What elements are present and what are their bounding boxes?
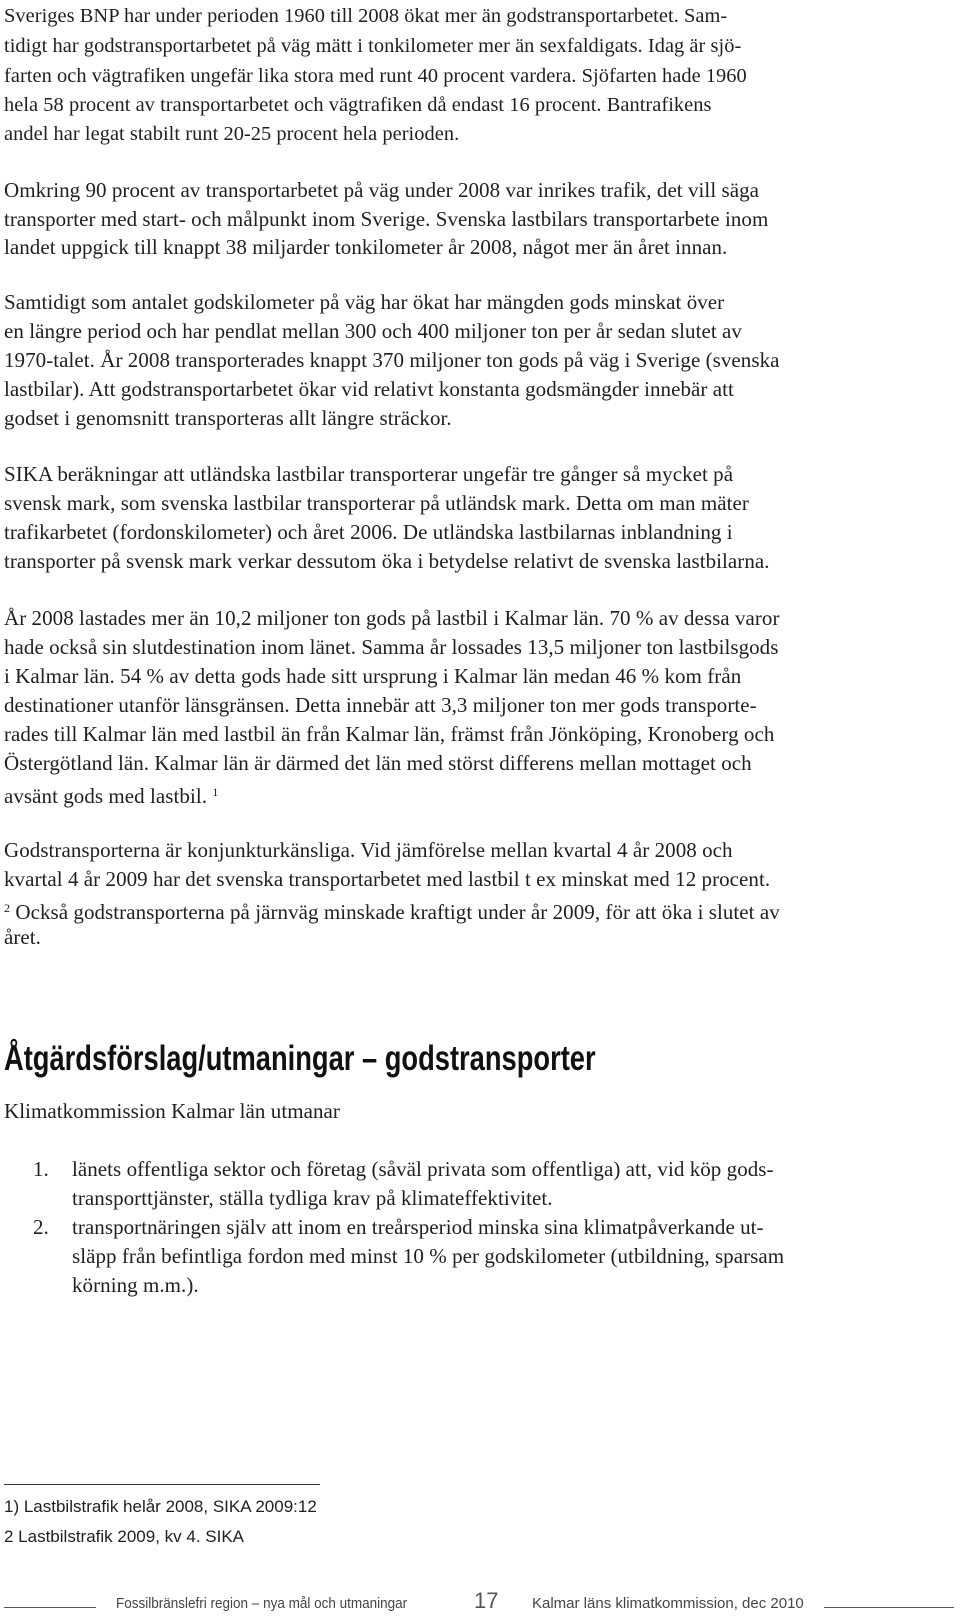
page-number: 17 <box>474 1588 499 1613</box>
paragraph-line: hela 58 procent av transportarbetet och vägtrafiken då endast 16 procent. Bantrafikens <box>4 94 712 116</box>
footnote-2: 2 Lastbilstrafik 2009, kv 4. SIKA <box>4 1527 245 1546</box>
paragraph-line: rades till Kalmar län med lastbil än från Kalmar län, främst från Jönköping, Kronoberg och <box>4 722 775 746</box>
list-item-line: släpp från befintliga fordon med minst 10 % per godskilometer (utbildning, sparsam <box>72 1244 785 1268</box>
paragraph-line: tidigt har godstransportarbetet på väg mätt i tonkilometer mer än sexfaldigats. Idag är sjö- <box>4 35 742 57</box>
paragraph-line: Omkring 90 procent av transportarbetet på väg under 2008 var inrikes trafik, det vill säga <box>4 178 760 202</box>
paragraph-line: 1970-talet. År 2008 transporterades knappt 370 miljoner ton gods på väg i Sverige (svenska <box>4 348 780 372</box>
list-item-number: 2. <box>33 1215 49 1239</box>
paragraph-line: andel har legat stabilt runt 20-25 procent hela perioden. <box>4 123 460 145</box>
paragraph-line-with-footnote <box>4 894 780 927</box>
paragraph-line: året. <box>4 925 41 949</box>
paragraph-line: Godstransporterna är konjunkturkänsliga. Vid jämförelse mellan kvartal 4 år 2008 och <box>4 838 733 862</box>
paragraph-line: landet uppgick till knappt 38 miljarder tonkilometer år 2008, något mer än året innan. <box>4 235 728 259</box>
paragraph-line: lastbilar). Att godstransportarbetet ökar vid relativt konstanta godsmängder innebär att <box>4 377 734 401</box>
section-heading: Åtgärdsförslag/utmaningar – godstransporter <box>4 1039 596 1078</box>
list-item-line: körning m.m.). <box>72 1273 199 1297</box>
paragraph-line-with-footnote <box>4 778 218 811</box>
paragraph-line: destinationer utanför länsgränsen. Detta innebär att 3,3 miljoner ton mer gods transporte- <box>4 693 757 717</box>
paragraph-line: en längre period och har pendlat mellan 300 och 400 miljoner ton per år sedan slutet av <box>4 319 742 343</box>
list-item-line: transportnäringen själv att inom en treårsperiod minska sina klimatpåverkande ut- <box>72 1215 764 1239</box>
footnote-divider <box>4 1484 320 1485</box>
footer-publisher: Kalmar läns klimatkommission, dec 2010 <box>532 1595 804 1612</box>
paragraph-text: Också godstransporterna på järnväg minskade kraftigt under år 2009, för att öka i slutet av <box>15 900 780 924</box>
list-item-line: länets offentliga sektor och företag (såväl privata som offentliga) att, vid köp gods- <box>72 1157 774 1181</box>
footer-rule-right <box>824 1607 954 1608</box>
footer-publication-title: Fossilbränslefri region – nya mål och utmaningar <box>116 1595 408 1612</box>
paragraph-line: SIKA beräkningar att utländska lastbilar transporterar ungefär tre gånger så mycket på <box>4 462 734 486</box>
footnote-1: 1) Lastbilstrafik helår 2008, SIKA 2009:12 <box>4 1497 317 1516</box>
paragraph-line: År 2008 lastades mer än 10,2 miljoner ton gods på lastbil i Kalmar län. 70 % av dessa varor <box>4 606 780 630</box>
intro-text: Klimatkommission Kalmar län utmanar <box>4 1099 340 1123</box>
paragraph-line: svensk mark, som svenska lastbilar transporterar på utländsk mark. Detta om man mäter <box>4 491 749 515</box>
paragraph-line: hade också sin slutdestination inom länet. Samma år lossades 13,5 miljoner ton lastbilsgods <box>4 635 779 659</box>
paragraph-line: farten och vägtrafiken ungefär lika stora med runt 40 procent vardera. Sjöfarten hade 1960 <box>4 65 747 87</box>
paragraph-line: trafikarbetet (fordonskilometer) och året 2006. De utländska lastbilarnas inblandning i <box>4 520 733 544</box>
paragraph-line: godset i genomsnitt transporteras allt längre sträckor. <box>4 406 452 430</box>
footnote-ref-1[interactable]: 1 <box>212 785 219 799</box>
list-item-line: transporttjänster, ställa tydliga krav på klimateffektivitet. <box>72 1186 553 1210</box>
footnote-ref-2[interactable]: 2 <box>4 901 11 915</box>
paragraph-line: transporter med start- och målpunkt inom Sverige. Svenska lastbilars transportarbete inom <box>4 207 769 231</box>
paragraph-line: Samtidigt som antalet godskilometer på väg har ökat har mängden gods minskat över <box>4 290 725 314</box>
list-item-number: 1. <box>33 1157 49 1181</box>
footer-rule-left <box>4 1607 96 1608</box>
paragraph-line: i Kalmar län. 54 % av detta gods hade sitt ursprung i Kalmar län medan 46 % kom från <box>4 664 742 688</box>
paragraph-line: Sveriges BNP har under perioden 1960 till 2008 ökat mer än godstransportarbetet. Sam- <box>4 5 728 27</box>
paragraph-text: avsänt gods med lastbil. <box>4 784 208 808</box>
paragraph-line: Östergötland län. Kalmar län är därmed det län med störst differens mellan mottaget och <box>4 751 752 775</box>
paragraph-line: transporter på svensk mark verkar dessutom öka i betydelse relativt de svenska lastbilarna. <box>4 549 770 573</box>
paragraph-line: kvartal 4 år 2009 har det svenska transportarbetet med lastbil t ex minskat med 12 procent. <box>4 867 771 891</box>
